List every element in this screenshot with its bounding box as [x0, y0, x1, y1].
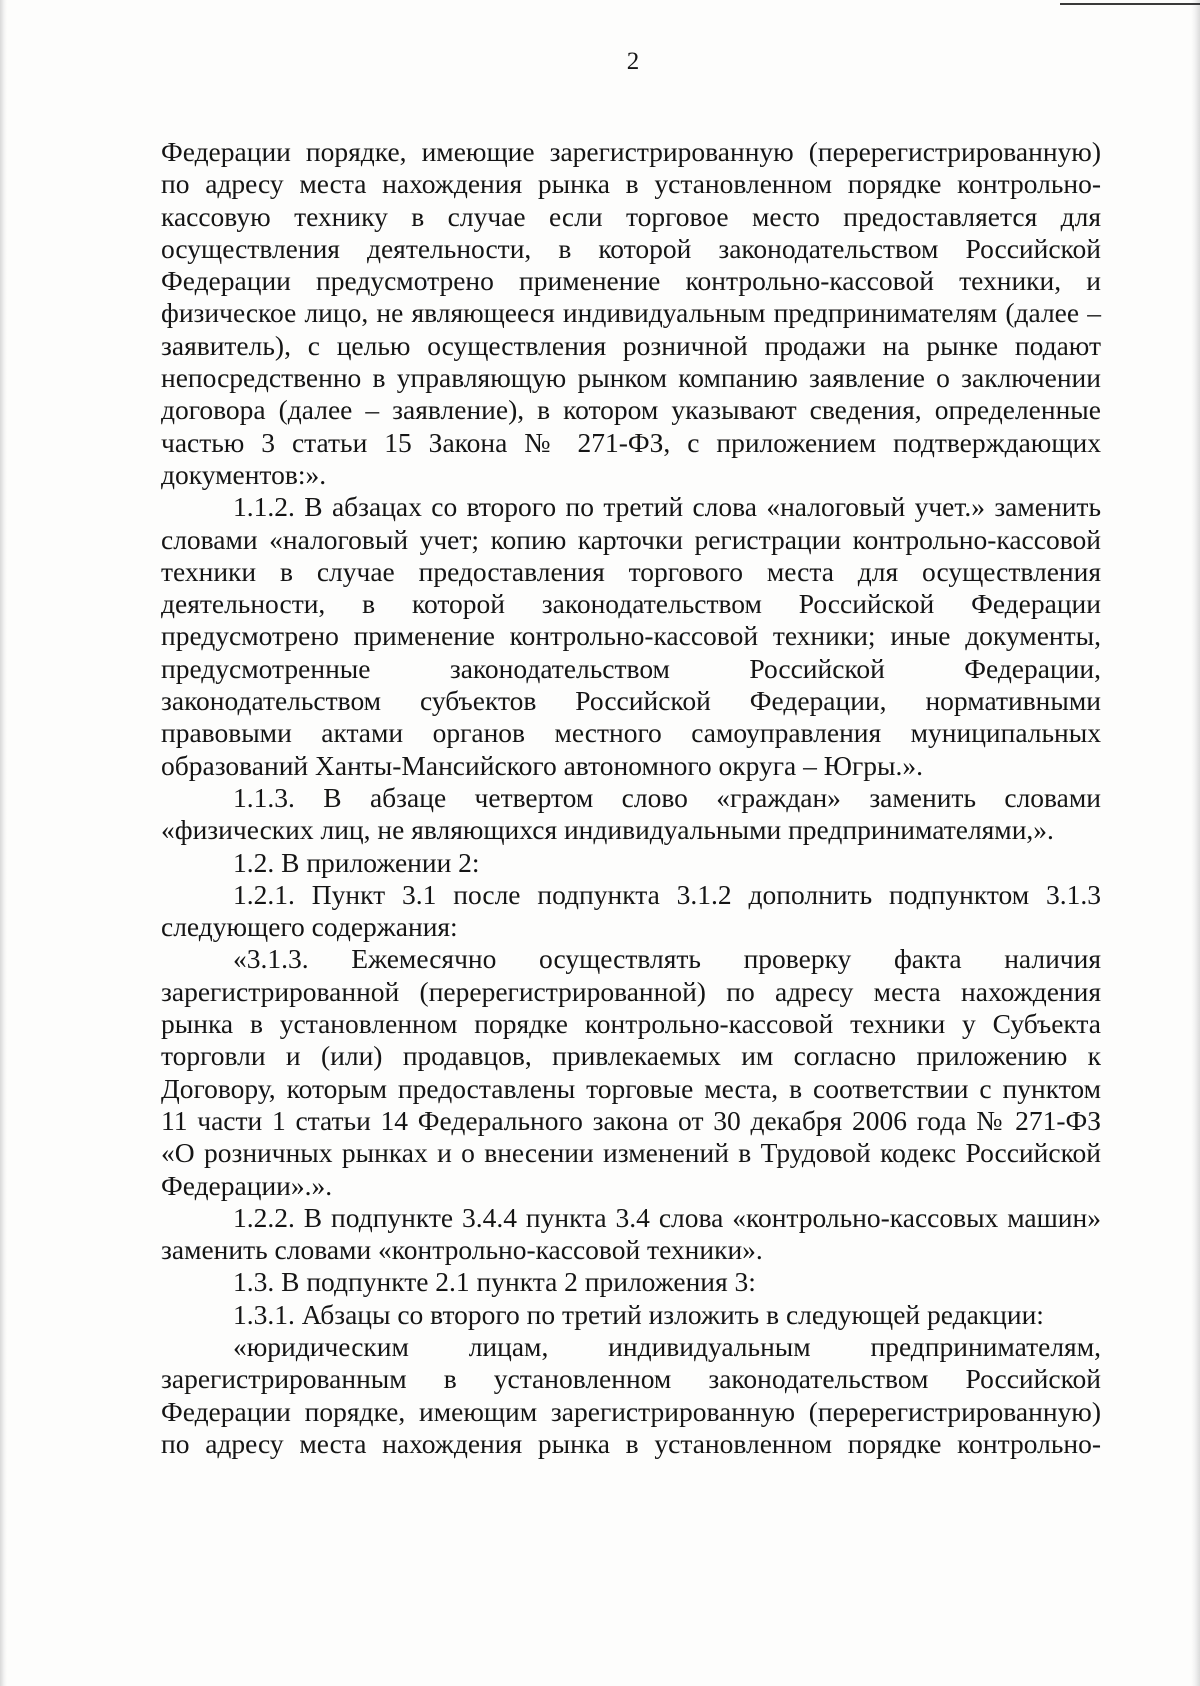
paragraph-3-1-3-quote: «3.1.3. Ежемесячно осуществлять проверку факта наличия зарегистрированной (перерегистрированной) по адресу места нахождения рынка в установленном порядке контрольно-кассовой техники у Субъекта торговли и (или) продавцов, привлекаемых им согласно приложению к Договору, которым предоставлены торговые места, в соответствии с пунктом 11 части 1 статьи 14 Федерального закона от 30 декабря 2006 года № 271-ФЗ «О розничных рынках и о внесении изменений в Трудовой кодекс Российской Федерации».». [161, 943, 1101, 1201]
paragraph-new-wording: «юридическим лицам, индивидуальным предпринимателям, зарегистрированным в установленном законодательством Российской Федерации порядке, имеющим зарегистрированную (перерегистрированную) по адресу места нахождения рынка в установленном порядке контрольно- [161, 1330, 1101, 1459]
paragraph-1-2: 1.2. В приложении 2: [233, 846, 480, 878]
paragraph-1-2-2: 1.2.2. В подпункте 3.4.4 пункта 3.4 слова «контрольно-кассовых машин» заменить словами «контрольно-кассовой техники». [161, 1201, 1101, 1266]
document-body [161, 136, 1101, 1460]
paragraph-1-1-3: 1.1.3. В абзаце четвертом слово «граждан» заменить словами «физических лиц, не являющихся индивидуальными предпринимателями,». [161, 781, 1101, 846]
paragraph-1-1-2: 1.1.2. В абзацах со второго по третий слова «налоговый учет.» заменить словами «налоговый учет; копию карточки регистрации контрольно-кассовой техники в случае предоставления торгового места для осуществления деятельности, в которой законодательством Российской Федерации предусмотрено применение контрольно-кассовой техники; иные документы, предусмотренные законодательством Российской Федерации, законодательством субъектов Российской Федерации, нормативными правовыми актами органов местного самоуправления муниципальных образований Ханты-Мансийского автономного округа – Югры.». [161, 491, 1101, 781]
scan-line-top [1060, 3, 1200, 5]
paragraph-1-3-1: 1.3.1. Абзацы со второго по третий изложить в следующей редакции: [233, 1298, 1044, 1330]
scan-edge-left [0, 0, 7, 1686]
paragraph-1-2-1: 1.2.1. Пункт 3.1 после подпункта 3.1.2 дополнить подпунктом 3.1.3 следующего содержания: [161, 878, 1101, 943]
paragraph-1-3: 1.3. В подпункте 2.1 пункта 2 приложения 3: [233, 1266, 756, 1298]
scan-edge-right [1191, 0, 1200, 1686]
page-number: 2 [626, 48, 640, 75]
paragraph-continuation: Федерации порядке, имеющие зарегистрированную (перерегистрированную) по адресу места нахождения рынка в установленном порядке контрольно-кассовую технику в случае если торговое место предоставляется для осуществления деятельности, в которой законодательством Российской Федерации предусмотрено применение контрольно-кассовой техники, и физическое лицо, не являющееся индивидуальным предпринимателям (далее – заявитель), с целью осуществления розничной продажи на рынке подают непосредственно в управляющую рынком компанию заявление о заключении договора (далее – заявление), в котором указывают сведения, определенные частью 3 статьи 15 Закона № 271-ФЗ, с приложением подтверждающих документов:». [161, 136, 1101, 490]
